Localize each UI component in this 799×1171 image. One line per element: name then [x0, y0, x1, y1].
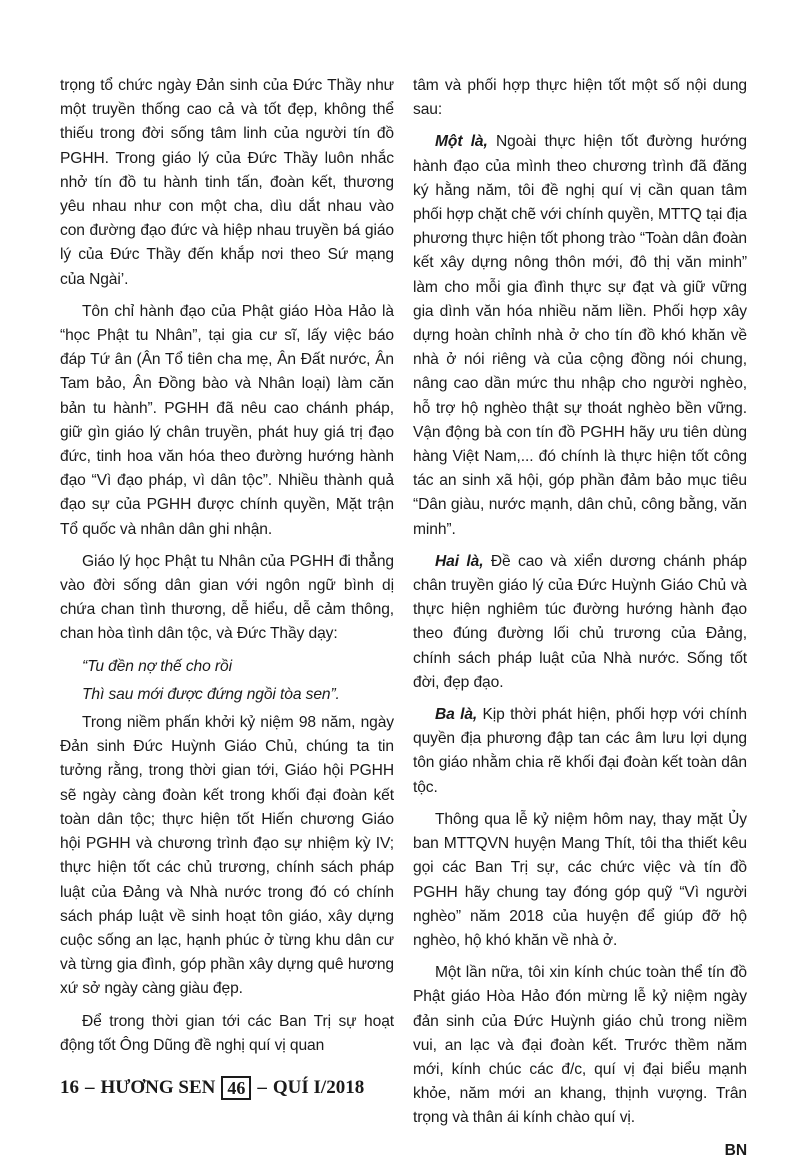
right-column — [413, 74, 747, 1171]
issue-period: QUÍ I/2018 — [272, 1077, 365, 1098]
point-lead: Một là, — [435, 133, 488, 151]
footer-dash: – — [85, 1077, 95, 1098]
point-lead: Ba là, — [435, 706, 478, 724]
verse-line: Thì sau mới được đứng ngồi tòa sen”. — [82, 685, 340, 703]
author-signature: BN — [724, 1141, 747, 1159]
point-text: Kịp thời phát hiện, phối hợp với chính quyền địa phương đập tan các âm lưu lợi dụng tôn giáo nhằm chia rẽ khối đại đoàn kết toàn dân tộc. — [413, 706, 747, 796]
magazine-name: HƯƠNG SEN — [100, 1077, 216, 1098]
verse-line: “Tu đền nợ thế cho rồi — [82, 657, 232, 675]
paragraph: Giáo lý học Phật tu Nhân của PGHH đi thẳng vào đời sống dân gian với ngôn ngữ bình dị chứa chan tình thương, dễ hiểu, dễ cảm thông, chan hòa tình dân tộc, và Đức Thầy dạy: — [60, 552, 394, 643]
paragraph: Trong niềm phấn khởi kỷ niệm 98 năm, ngày Đản sinh Đức Huỳnh Giáo Chủ, chúng ta tin tưởng rằng, trong thời gian tới, Giáo hội PGHH sẽ ngày càng đoàn kết trong khối đại đoàn kết toàn dân tộc; thực hiện tốt Hiến chương Giáo hội PGHH và chương trình đạo sự nhiệm kỳ IV; thực hiện tốt các chủ trương, chính sách pháp luật của Đảng và Nhà nước trong đó có chính sách pháp luật về sinh hoạt tôn giáo, xây dựng cuộc sống an lạc, hạnh phúc ở từng khu dân cư và từng gia đình, góp phần xây dựng quê hương xứ sở ngày càng giàu đẹp. — [60, 714, 394, 998]
footer-dash: – — [257, 1077, 267, 1098]
page-number: 16 — [60, 1077, 79, 1098]
paragraph: Tôn chỉ hành đạo của Phật giáo Hòa Hảo là “học Phật tu Nhân”, tại gia cư sĩ, lấy việc báo đáp Tứ ân (Ân Tổ tiên cha mẹ, Ân Đất nước, Ân Tam bảo, Ân Đồng bào và Nhân loại) làm căn bản tu hành”. PGHH đã nêu cao chánh pháp, giữ gìn giáo lý chân truyền, phát huy giá trị đạo đức, tinh hoa văn hóa theo đường hướng hành đạo “Vì đạo pháp, vì dân tộc”. Nhiều thành quả đạo sự của PGHH được chính quyền, Mặt trận Tổ quốc và nhân dân ghi nhận. — [60, 302, 394, 538]
issue-number: 46 — [221, 1076, 251, 1100]
paragraph: Để trong thời gian tới các Ban Trị sự hoạt động tốt Ông Dũng đề nghị quí vị quan — [60, 1012, 394, 1054]
paragraph — [413, 130, 747, 541]
paragraph: Thông qua lễ kỷ niệm hôm nay, thay mặt Ủy ban MTTQVN huyện Mang Thít, tôi tha thiết kêu gọi các Ban Trị sự, các chức việc và tín đồ PGHH hãy chung tay đóng góp quỹ “Vì người nghèo” năm 2018 của huyện để giúp đỡ hộ nghèo, hộ khó khăn về nhà ở. — [413, 810, 747, 949]
point-text: Ngoài thực hiện tốt đường hướng hành đạo của mình theo chương trình đã đăng ký hằng năm, tôi đề nghị quí vị cần quan tâm phối hợp chặt chẽ với chính quyền, MTTQ tại địa phương thực hiện tốt phong trào “Toàn dân đoàn kết xây dựng nông thôn mới, đô thị văn minh” làm cho mỗi gia đình thực sự đạt và giữ vững gia dình văn hóa nhiều năm liền. Phối hợp xây dựng hoàn chỉnh nhà ở cho tín đồ khó khăn về nhà ở nói riêng và của cộng đồng nói chung, nâng cao dần mức thu nhập cho người nghèo, hỗ trợ hộ nghèo thật sự thoát nghèo bền vững. Vận động bà con tín đồ PGHH hãy ưu tiên dùng hàng Việt Nam,... đó chính là thực hiện tốt công tác an sinh xã hội, góp phần đảm bảo mục tiêu “Dân giàu, nước mạnh, dân chủ, công bằng, văn minh”. — [413, 133, 747, 538]
point-text: Đề cao và xiển dương chánh pháp chân truyền giáo lý của Đức Huỳnh Giáo Chủ và thực hiện nghiêm túc đường hướng hành đạo theo đúng đường lối chủ trương của Đảng, chính sách pháp luật của Nhà nước. Sống tốt đời, đẹp đạo. — [413, 552, 747, 691]
paragraph — [413, 703, 747, 800]
point-lead: Hai là, — [435, 552, 484, 570]
page-footer — [60, 1076, 364, 1100]
paragraph — [413, 550, 747, 695]
paragraph: trọng tổ chức ngày Đản sinh của Đức Thầy như một truyền thống cao cả và tốt đẹp, không thể thiếu trong đời sống tâm linh của người tín đồ PGHH. Trong giáo lý của Đức Thầy luôn nhắc nhở tín đồ tu hành tinh tấn, đoàn kết, thương yêu nhau như con một cha, dìu dắt nhau vào con đường đạo đức và hiệp nhau truyền bá giáo lý của Đức Thầy đến khắp nơi theo Sứ mạng của Ngài’. — [60, 77, 394, 288]
paragraph: tâm và phối hợp thực hiện tốt một số nội dung sau: — [413, 77, 747, 119]
left-column — [60, 74, 394, 1066]
paragraph: Một lần nữa, tôi xin kính chúc toàn thể tín đồ Phật giáo Hòa Hảo đón mừng lễ kỷ niệm ngày đản sinh của Đức Huỳnh giáo chủ trong niềm vui, an lạc và đại đoàn kết. Trước thềm năm mới, kính chúc các đ/c, quí vị đại biểu mạnh khỏe, năm mới an khang, thịnh vượng. Trân trọng và thân ái kính chào quí vị. — [413, 964, 747, 1127]
